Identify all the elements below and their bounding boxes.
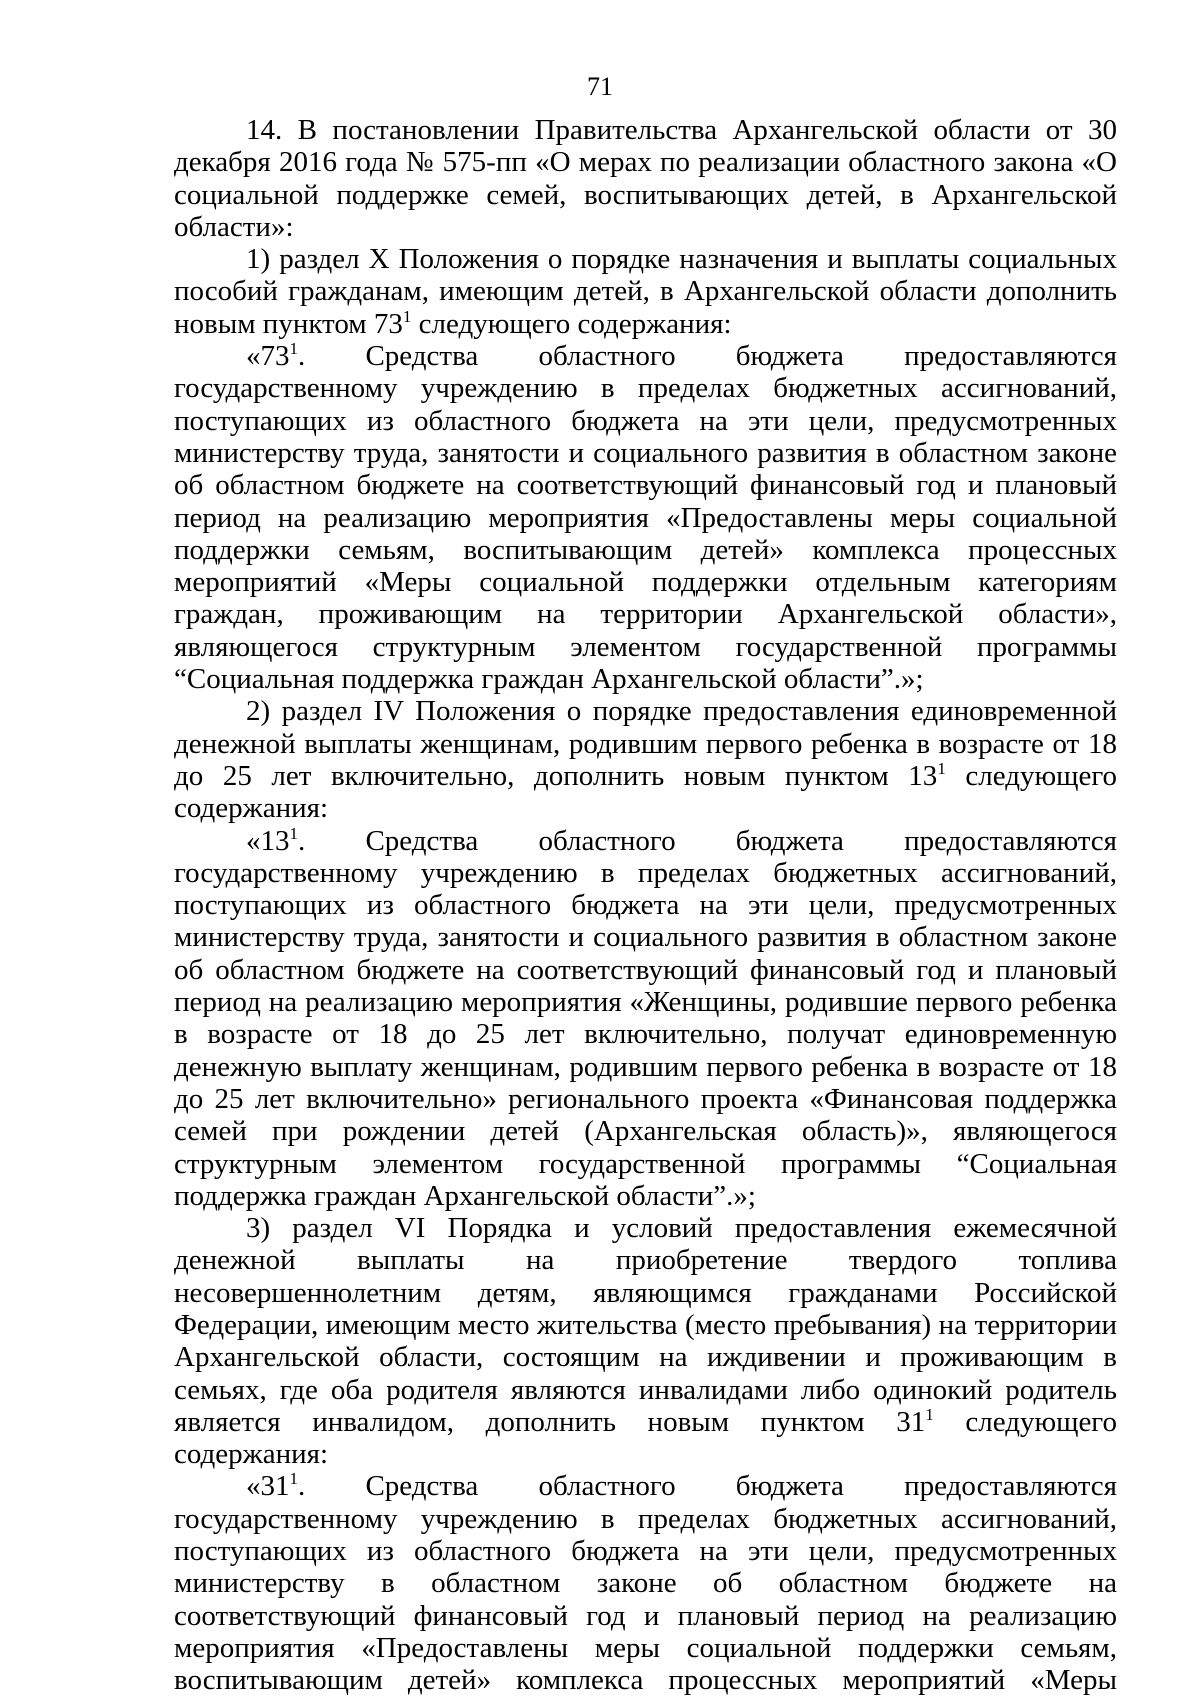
superscript-index: 1: [289, 1469, 298, 1489]
document-body: [174, 114, 1117, 1697]
paragraph-quote-13-1: «$13^1$. Средства областного бюджета предоставляются государственному учреждению в пределах бюджетных ассигнований, поступающих из областного бюджета на эти цели, предусмотренных министерству труда, занятости и социального развития в областном законе об областном бюджете на соответствующий финансовый год и плановый период на реализацию мероприятия «Женщины, родившие первого ребенка в возрасте от 18 до 25 лет включительно, получат единовременную денежную выплату женщинам, родившим первого ребенка в возрасте от 18 до 25 лет включительно» регионального проекта «Финансовая поддержка семей при рождении детей (Архангельская область)», являющегося структурным элементом государственной программы “Социальная поддержка граждан Архангельской области”.»;: [174, 823, 1117, 1212]
superscript-index: 1: [925, 1404, 934, 1424]
paragraph-subitem-1: 1) раздел X Положения о порядке назначения и выплаты социальных пособий гражданам, имеющим детей, в Архангельской области дополнить новым пунктом $73^1$ следующего содержания:: [174, 243, 1117, 340]
paragraph-quote-31-1: «$31^1$. Средства областного бюджета предоставляются государственному учреждению в пределах бюджетных ассигнований, поступающих из областного бюджета на эти цели, предусмотренных министерству в областном законе об областном бюджете на соответствующий финансовый год и плановый период на реализацию мероприятия «Предоставлены меры социальной поддержки семьям, воспитывающим детей» комплекса процессных мероприятий «Меры: [174, 1469, 1117, 1697]
paragraph-item-14: 14. В постановлении Правительства Архангельской области от 30 декабря 2016 года № 575-пп «О мерах по реализации областного закона «О социальной поддержке семей, воспитывающих детей, в Архангельской области»:: [174, 114, 1117, 243]
paragraph-subitem-2: 2) раздел IV Положения о порядке предоставления единовременной денежной выплаты женщинам, родившим первого ребенка в возрасте от 18 до 25 лет включительно, дополнить новым пунктом $13^1$ следующего содержания:: [174, 695, 1117, 825]
paragraph-subitem-3: 3) раздел VI Порядка и условий предоставления ежемесячной денежной выплаты на приобретение твердого топлива несовершеннолетним детям, являющимся гражданами Российской Федерации, имеющим место жительства (место пребывания) на территории Архангельской области, состоящим на иждивении и проживающим в семьях, где оба родителя являются инвалидами либо одинокий родитель является инвалидом, дополнить новым пунктом $31^1$ следующего содержания:: [174, 1212, 1117, 1471]
superscript-index: 1: [289, 339, 298, 359]
superscript-index: 1: [289, 823, 298, 843]
superscript-index: 1: [937, 758, 946, 778]
paragraph-quote-73-1: «$73^1$. Средства областного бюджета предоставляются государственному учреждению в пределах бюджетных ассигнований, поступающих из областного бюджета на эти цели, предусмотренных министерству труда, занятости и социального развития в областном законе об областном бюджете на соответствующий финансовый год и плановый период на реализацию мероприятия «Предоставлены меры социальной поддержки семьям, воспитывающим детей» комплекса процессных мероприятий «Меры социальной поддержки отдельным категориям граждан, проживающим на территории Архангельской области», являющегося структурным элементом государственной программы “Социальная поддержка граждан Архангельской области”.»;: [174, 339, 1117, 696]
superscript-index: 1: [402, 306, 412, 326]
page-number: 71: [587, 72, 613, 101]
